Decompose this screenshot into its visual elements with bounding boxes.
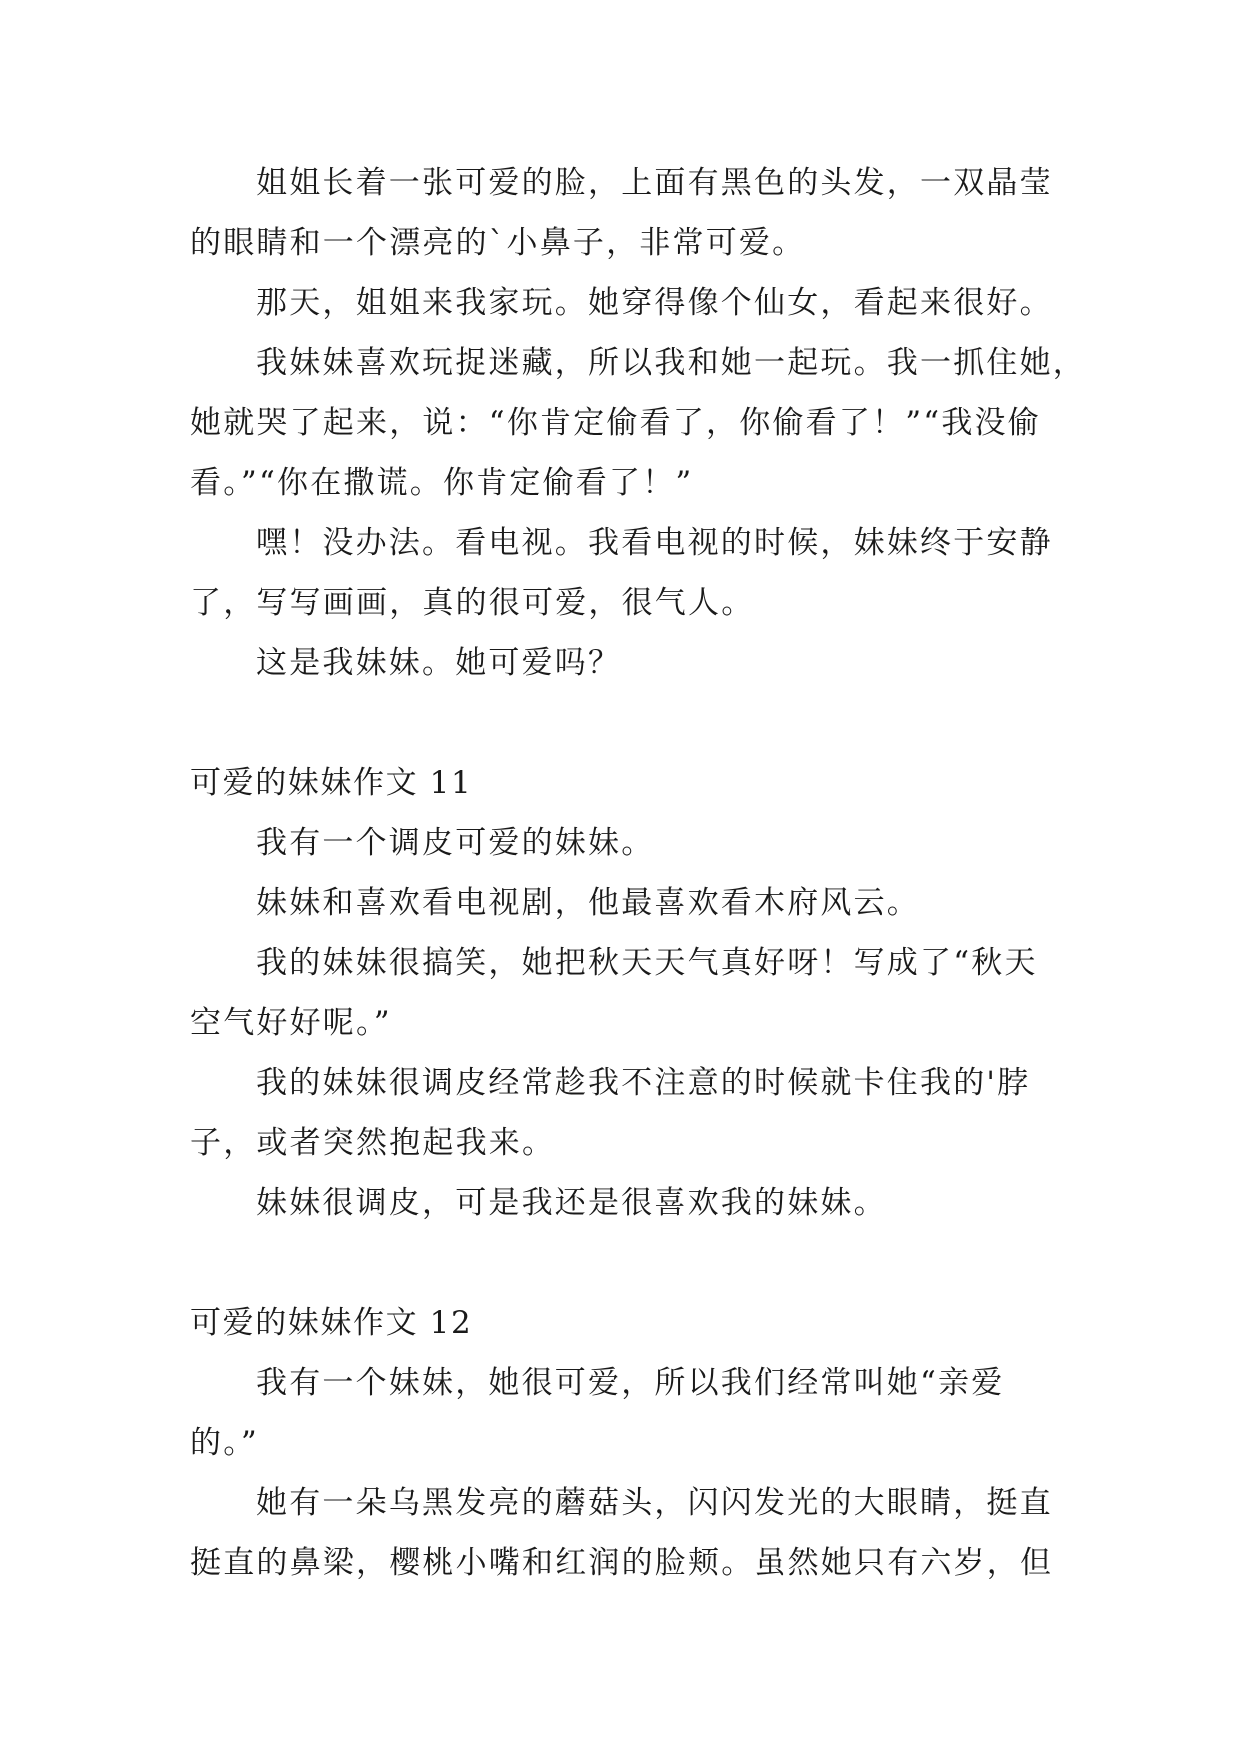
paragraph-line: 她有一朵乌黑发亮的蘑菇头，闪闪发光的大眼睛，挺直 — [256, 1485, 1053, 1521]
section-heading: 可爱的妹妹作文 11 — [190, 765, 473, 801]
paragraph-line: 嘿！没办法。看电视。我看电视的时候，妹妹终于安静 — [256, 525, 1053, 561]
paragraph-line: 的眼睛和一个漂亮的`小鼻子，非常可爱。 — [190, 225, 806, 261]
paragraph-line: 我有一个调皮可爱的妹妹。 — [256, 825, 655, 861]
paragraph-line: 看。”“你在撒谎。你肯定偷看了！” — [190, 465, 694, 501]
paragraph-line: 妹妹很调皮，可是我还是很喜欢我的妹妹。 — [256, 1185, 887, 1221]
paragraph-line: 我的妹妹很搞笑，她把秋天天气真好呀！写成了“秋天 — [256, 945, 1038, 981]
paragraph-line: 妹妹和喜欢看电视剧，他最喜欢看木府风云。 — [256, 885, 920, 921]
paragraph-line: 那天，姐姐来我家玩。她穿得像个仙女，看起来很好。 — [256, 285, 1053, 321]
paragraph-line: 她就哭了起来，说：“你肯定偷看了，你偷看了！”“我没偷 — [190, 405, 1041, 441]
paragraph-line: 挺直的鼻梁，樱桃小嘴和红润的脸颊。虽然她只有六岁，但 — [190, 1545, 1054, 1581]
paragraph-line: 的。” — [190, 1425, 259, 1461]
paragraph-line: 我有一个妹妹，她很可爱，所以我们经常叫她“亲爱 — [256, 1365, 1005, 1401]
paragraph-line: 这是我妹妹。她可爱吗？ — [256, 645, 622, 681]
paragraph-line: 姐姐长着一张可爱的脸，上面有黑色的头发，一双晶莹 — [256, 165, 1053, 201]
paragraph-line: 空气好好呢。” — [190, 1005, 392, 1041]
paragraph-line: 我妹妹喜欢玩捉迷藏，所以我和她一起玩。我一抓住她， — [256, 345, 1086, 381]
section-heading: 可爱的妹妹作文 12 — [190, 1305, 473, 1341]
paragraph-line: 了，写写画画，真的很可爱，很气人。 — [190, 585, 755, 621]
paragraph-line: 子，或者突然抱起我来。 — [190, 1125, 556, 1161]
paragraph-line: 我的妹妹很调皮经常趁我不注意的时候就卡住我的'脖 — [256, 1065, 1031, 1101]
